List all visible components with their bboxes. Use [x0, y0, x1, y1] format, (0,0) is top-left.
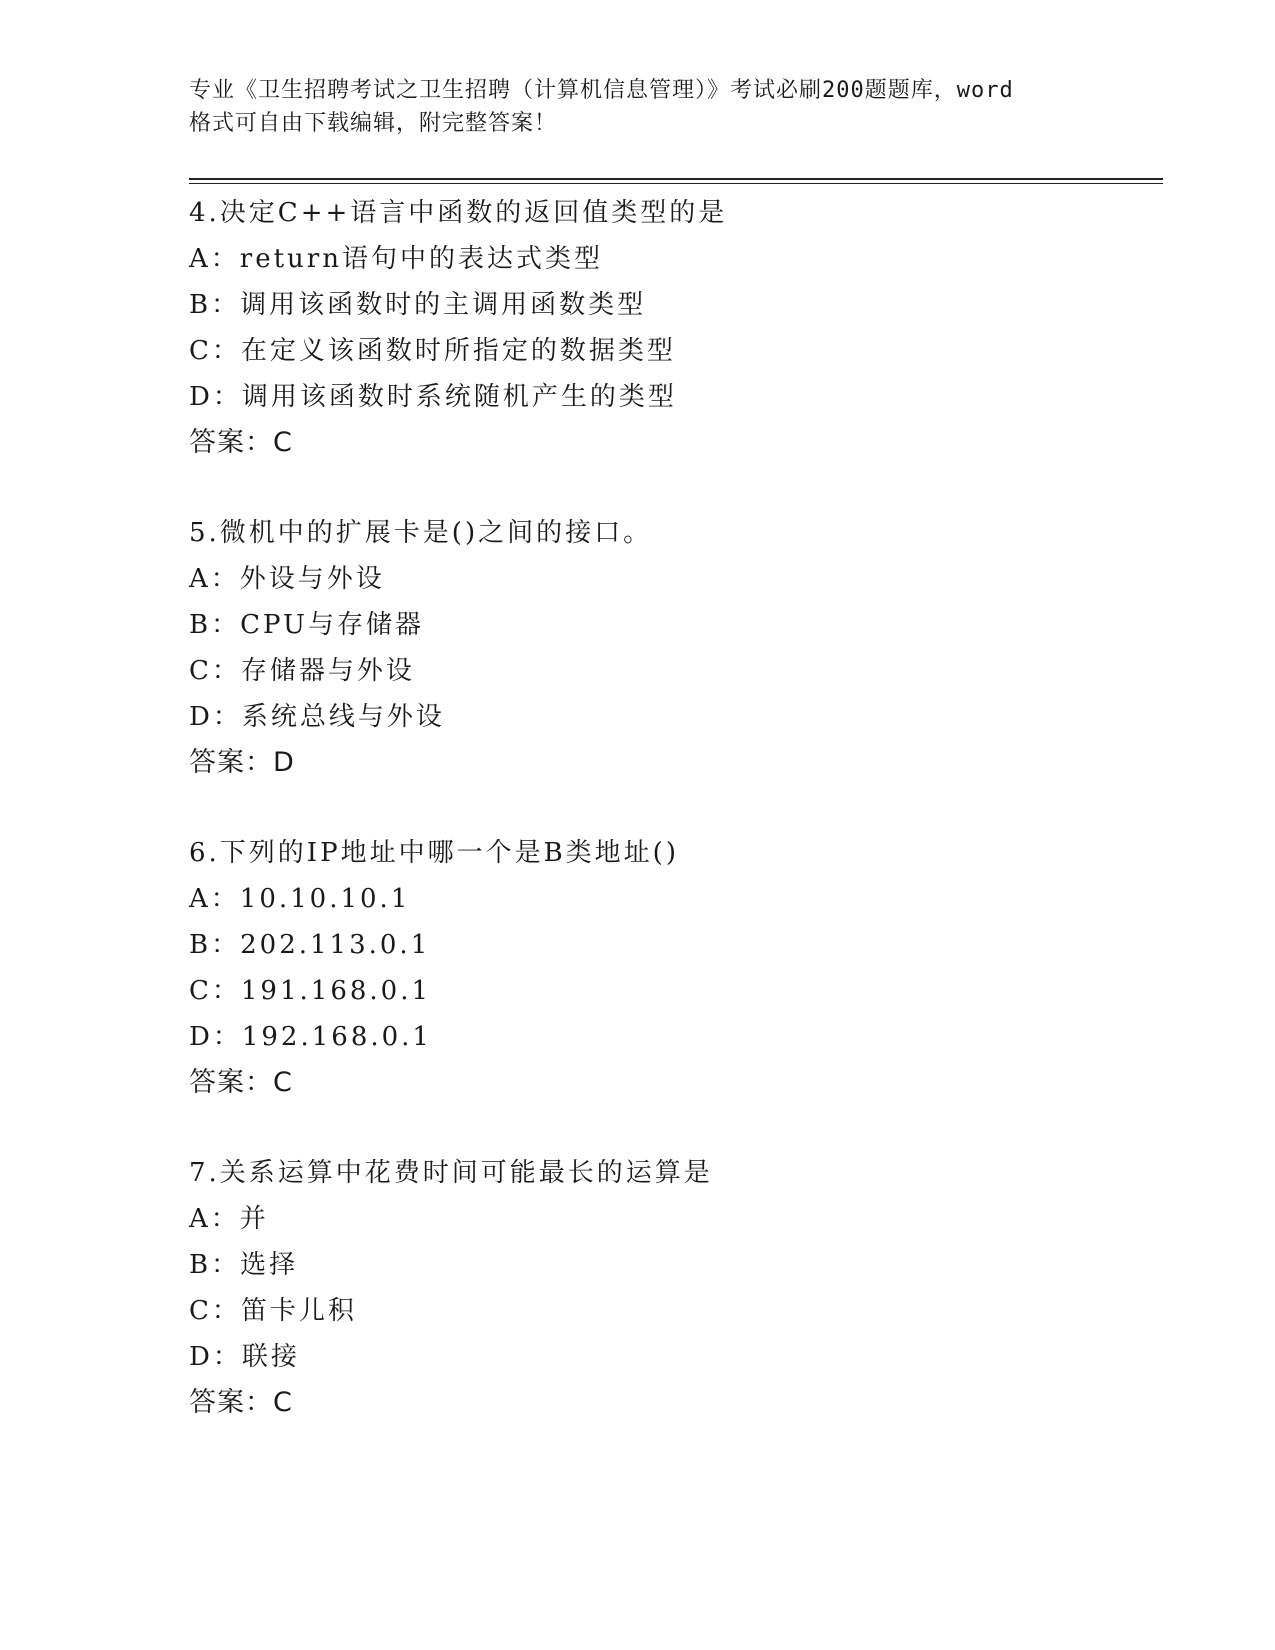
option-d: D：192.168.0.1: [189, 1022, 432, 1052]
option-b: B：调用该函数时的主调用函数类型: [189, 290, 647, 320]
option-b: B：202.113.0.1: [189, 930, 431, 960]
option-c: C：存储器与外设: [189, 656, 415, 686]
question-spacer: [189, 466, 1163, 510]
option-d: D：调用该函数时系统随机产生的类型: [189, 382, 677, 412]
header-divider-thin: [189, 183, 1163, 184]
question-stem: 5.微机中的扩展卡是()之间的接口。: [189, 518, 653, 548]
option-b: B：CPU与存储器: [189, 610, 424, 640]
answer-label: 答案：C: [189, 1067, 293, 1098]
question-stem: 7.关系运算中花费时间可能最长的运算是: [189, 1158, 713, 1188]
option-a: A：return语句中的表达式类型: [189, 244, 603, 274]
option-c: C：在定义该函数时所指定的数据类型: [189, 336, 676, 366]
question-7: [189, 1150, 1163, 1426]
question-4: [189, 190, 1163, 466]
question-5: [189, 510, 1163, 786]
answer-label: 答案：D: [189, 747, 295, 778]
question-spacer: [189, 1106, 1163, 1150]
option-c: C：191.168.0.1: [189, 976, 432, 1006]
header-line-1: 专业《卫生招聘考试之卫生招聘（计算机信息管理）》考试必刷200题题库，word: [189, 78, 1014, 103]
question-stem: 6.下列的IP地址中哪一个是B类地址(): [189, 838, 679, 868]
option-c: C：笛卡儿积: [189, 1296, 357, 1326]
question-6: [189, 830, 1163, 1106]
option-d: D：系统总线与外设: [189, 702, 445, 732]
question-spacer: [189, 786, 1163, 830]
header-line-2: 格式可自由下载编辑，附完整答案！: [189, 111, 558, 136]
option-d: D：联接: [189, 1342, 300, 1372]
option-a: A：10.10.10.1: [189, 884, 411, 914]
option-a: A：外设与外设: [189, 564, 385, 594]
option-b: B：选择: [189, 1250, 299, 1280]
answer-label: 答案：C: [189, 427, 293, 458]
answer-label: 答案：C: [189, 1387, 293, 1418]
header-divider-thick: [189, 178, 1163, 180]
question-list: [189, 190, 1163, 1426]
option-a: A：并: [189, 1204, 269, 1234]
question-stem: 4.决定C++语言中函数的返回值类型的是: [189, 198, 728, 228]
document-header: [189, 74, 1089, 140]
